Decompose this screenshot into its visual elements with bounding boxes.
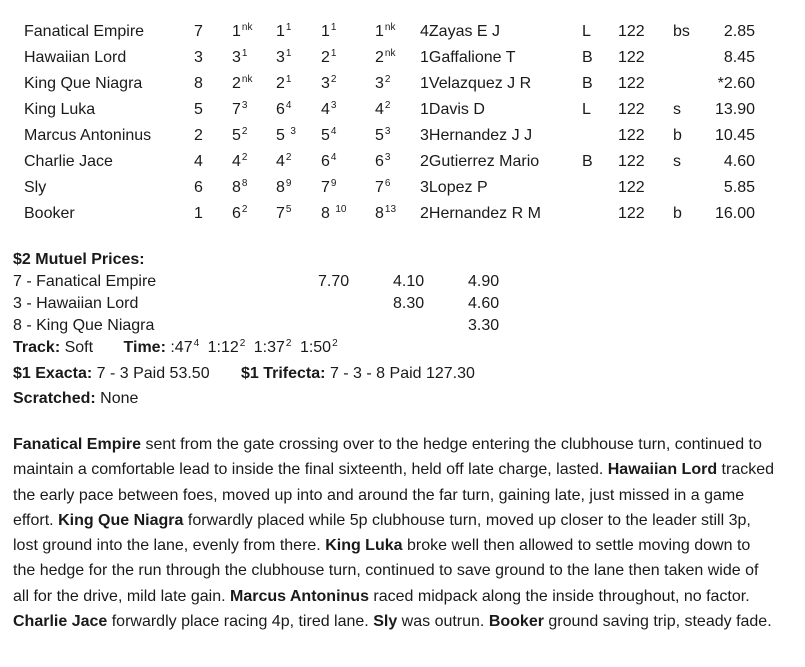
- post-position: 3: [194, 49, 203, 66]
- call-2: $3^1$: [276, 48, 292, 66]
- equipment: b: [673, 127, 682, 144]
- result-row: [0, 20, 805, 46]
- jockey: 1Davis D: [420, 101, 485, 118]
- weight: 122: [618, 23, 645, 40]
- comment-text: ground saving trip, steady fade.: [543, 613, 772, 631]
- mutuel-place: 4.10: [393, 273, 425, 290]
- scratched-info: [13, 387, 138, 411]
- jockey: 3Hernandez J J: [420, 127, 533, 144]
- mutuel-heading: $2 Mutuel Prices:: [13, 251, 145, 268]
- equipment: b: [673, 205, 682, 222]
- result-row: [0, 150, 805, 176]
- call-1: $1^{nk}$: [232, 22, 253, 40]
- call-3: $3^2$: [321, 74, 337, 92]
- comment-horse: Sly: [373, 613, 398, 631]
- odds: 16.00: [714, 205, 755, 222]
- mutuel-row: [13, 271, 793, 293]
- mutuel-row: [13, 293, 793, 315]
- result-row: [0, 176, 805, 202]
- equipment: bs: [673, 23, 690, 40]
- trifecta: [241, 362, 475, 386]
- call-2: $6^4$: [276, 100, 292, 118]
- scratched-label: Scratched:: [13, 390, 96, 407]
- finish: $8^{13}$: [375, 204, 397, 222]
- horse-name: Hawaiian Lord: [24, 49, 127, 66]
- comment-horse: Fanatical Empire: [13, 436, 142, 453]
- mutuel-horse: 3 - Hawaiian Lord: [13, 295, 139, 312]
- result-row: [0, 202, 805, 228]
- results-table: [0, 20, 805, 228]
- split-time: $1:37^2$: [253, 338, 292, 356]
- call-1: $2^{nk}$: [232, 74, 253, 92]
- odds: 8.45: [723, 49, 755, 66]
- mutuel-prices: [13, 249, 793, 337]
- odds: 4.60: [723, 153, 755, 170]
- weight: 122: [618, 153, 645, 170]
- equipment: s: [673, 153, 681, 170]
- call-3: $2^1$: [321, 48, 337, 66]
- post-position: 7: [194, 23, 203, 40]
- comment-horse: Charlie Jace: [13, 613, 108, 631]
- medication: B: [582, 49, 593, 66]
- odds: 5.85: [723, 179, 755, 196]
- finish: $7^6$: [375, 178, 391, 196]
- finish: $4^2$: [375, 100, 391, 118]
- finish: $6^3$: [375, 152, 391, 170]
- mutuel-show: 4.90: [468, 273, 500, 290]
- split-time: $:47^4$: [170, 338, 200, 356]
- split-time: $1:50^2$: [299, 338, 338, 356]
- call-1: $7^3$: [232, 100, 248, 118]
- exotic-payouts: [13, 362, 475, 386]
- result-row: [0, 124, 805, 150]
- mutuel-row: [13, 315, 793, 337]
- call-3: $4^3$: [321, 100, 337, 118]
- jockey: 1Velazquez J R: [420, 75, 532, 92]
- comment-horse: King Luka: [325, 537, 403, 555]
- result-row: [0, 98, 805, 124]
- jockey: 1Gaffalione T: [420, 49, 516, 66]
- call-1: $3^1$: [232, 48, 248, 66]
- exacta: [13, 365, 210, 382]
- jockey: 2Gutierrez Mario: [420, 153, 540, 170]
- mutuel-place: 8.30: [393, 295, 425, 312]
- weight: 122: [618, 127, 645, 144]
- horse-name: King Que Niagra: [24, 75, 143, 92]
- medication: B: [582, 153, 593, 170]
- weight: 122: [618, 49, 645, 66]
- exacta-value: 7 - 3 Paid 53.50: [96, 365, 210, 382]
- comment-text: forwardly place racing 4p, tired lane.: [107, 613, 374, 631]
- call-2: $4^2$: [276, 152, 292, 170]
- call-3: 8 $^{10}$: [321, 204, 347, 222]
- track-label: Track:: [13, 339, 61, 356]
- mutuel-show: 4.60: [468, 295, 500, 312]
- weight: 122: [618, 75, 645, 92]
- odds: *2.60: [717, 75, 755, 92]
- horse-name: Booker: [24, 205, 75, 222]
- result-row: [0, 72, 805, 98]
- exacta-label: $1 Exacta:: [13, 365, 93, 382]
- mutuel-horse: 8 - King Que Niagra: [13, 317, 155, 334]
- call-3: $6^4$: [321, 152, 337, 170]
- call-3: $5^4$: [321, 126, 337, 144]
- track-info: [13, 337, 342, 359]
- odds: 2.85: [723, 23, 755, 40]
- comment-horse: Booker: [488, 613, 544, 631]
- call-2: 5 $^3$: [276, 126, 296, 144]
- call-1: $5^2$: [232, 126, 248, 144]
- mutuel-win: 7.70: [318, 273, 350, 290]
- finish: $1^{nk}$: [375, 22, 396, 40]
- comment-horse: Marcus Antoninus: [230, 587, 369, 605]
- call-2: $1^1$: [276, 22, 292, 40]
- call-2: $8^9$: [276, 178, 292, 196]
- jockey: 4Zayas E J: [420, 23, 501, 40]
- comment-text: raced midpack along the inside throughout, no factor.: [368, 587, 750, 605]
- mutuel-show: 3.30: [468, 317, 500, 334]
- finish: $3^2$: [375, 74, 391, 92]
- post-position: 2: [194, 127, 203, 144]
- medication: B: [582, 75, 593, 92]
- trifecta-label: $1 Trifecta:: [241, 365, 326, 382]
- horse-name: Fanatical Empire: [24, 23, 145, 40]
- comment-text: tracked the early pace between foes, moved up into and around the far turn, gaining late, just missed in a game effort.: [13, 461, 775, 529]
- medication: L: [582, 101, 591, 118]
- race-time: [124, 339, 342, 356]
- split-time: $1:12^2$: [207, 338, 246, 356]
- finish: $5^3$: [375, 126, 391, 144]
- mutuel-horse: 7 - Fanatical Empire: [13, 273, 157, 290]
- comment-horse: King Que Niagra: [58, 511, 184, 529]
- horse-name: Sly: [24, 179, 47, 196]
- post-position: 5: [194, 101, 203, 118]
- call-2: $2^1$: [276, 74, 292, 92]
- horse-name: Charlie Jace: [24, 153, 113, 170]
- comment-text: broke well then allowed to settle moving down to the hedge for the run through the clubhouse turn, continued to save ground to the lane then taken wide of all for the drive, mild late gain.: [13, 537, 759, 605]
- call-1: $4^2$: [232, 152, 248, 170]
- post-position: 6: [194, 179, 203, 196]
- race-comments: [13, 432, 775, 634]
- comment-horse: Hawaiian Lord: [607, 461, 718, 479]
- post-position: 4: [194, 153, 203, 170]
- horse-name: Marcus Antoninus: [24, 127, 152, 144]
- post-position: 8: [194, 75, 203, 92]
- call-1: $6^2$: [232, 204, 248, 222]
- equipment: s: [673, 101, 681, 118]
- call-3: $7^9$: [321, 178, 337, 196]
- weight: 122: [618, 205, 645, 222]
- post-position: 1: [194, 205, 203, 222]
- scratched-value: None: [100, 390, 139, 407]
- track-condition: Soft: [64, 339, 94, 356]
- result-row: [0, 46, 805, 72]
- finish: $2^{nk}$: [375, 48, 396, 66]
- jockey: 3Lopez P: [420, 179, 488, 196]
- comment-text: was outrun.: [397, 613, 489, 631]
- time-label: Time:: [123, 339, 166, 356]
- weight: 122: [618, 101, 645, 118]
- call-1: $8^8$: [232, 178, 248, 196]
- comment-text: sent from the gate crossing over to the hedge entering the clubhouse turn, continued to maintain a comfortable lead to inside the final sixteenth, held off late charge, lasted.: [13, 436, 762, 479]
- trifecta-value: 7 - 3 - 8 Paid 127.30: [329, 365, 475, 382]
- horse-name: King Luka: [24, 101, 96, 118]
- weight: 122: [618, 179, 645, 196]
- odds: 10.45: [714, 127, 755, 144]
- call-3: $1^1$: [321, 22, 337, 40]
- call-2: $7^5$: [276, 204, 292, 222]
- jockey: 2Hernandez R M: [420, 205, 541, 222]
- medication: L: [582, 23, 591, 40]
- odds: 13.90: [714, 101, 755, 118]
- comment-text: forwardly placed while 5p clubhouse turn, moved up closer to the leader still 3p, lost ground into the lane, evenly from there.: [13, 511, 751, 555]
